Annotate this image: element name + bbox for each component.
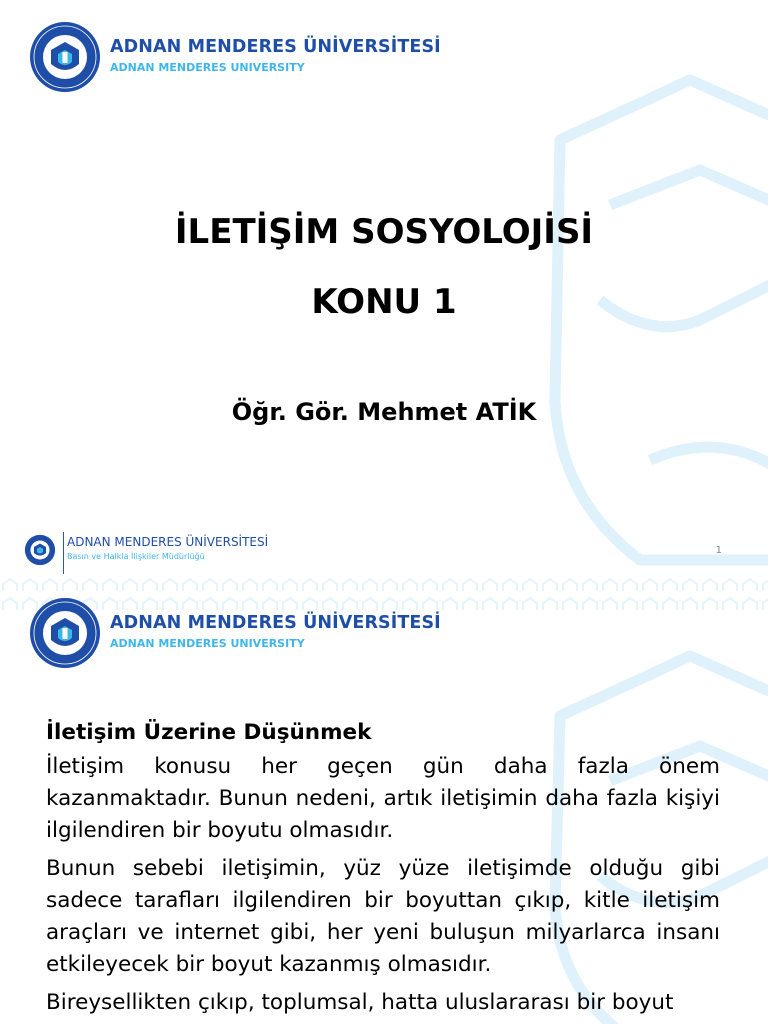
paragraph: Bunun sebebi iletişimin, yüz yüze iletişimde olduğu gibi sadece tarafları ilgilendiren bir boyuttan çıkıp, kitle iletişim araçları ve internet gibi, her yeni buluşun milyarlarca insanı etkileyecek bir boyut kazanmış olmasıdır.: [46, 856, 720, 977]
content-slide: [0, 576, 768, 1024]
footer-department-name: Basın ve Halkla İlişkiler Müdürlüğü: [67, 552, 205, 561]
footer-seal-logo: [24, 534, 56, 566]
section-heading: İletişim Üzerine Düşünmek: [46, 720, 372, 745]
university-seal-logo: [28, 20, 102, 94]
footer-divider: [63, 532, 64, 574]
university-seal-logo: [28, 596, 102, 670]
author-name: Öğr. Gör. Mehmet ATİK: [231, 398, 537, 426]
slide-page-number: 1: [715, 545, 722, 556]
slide-body: [46, 717, 720, 1024]
brand-name-tr: ADNAN MENDERES ÜNİVERSİTESİ: [110, 37, 441, 57]
brand-name-tr: ADNAN MENDERES ÜNİVERSİTESİ: [110, 613, 441, 633]
presentation-subtitle: KONU 1: [311, 282, 457, 322]
brand-name-en: ADNAN MENDERES UNIVERSITY: [110, 637, 305, 650]
brand-name-en: ADNAN MENDERES UNIVERSITY: [110, 61, 305, 74]
paragraph: Bireysellikten çıkıp, toplumsal, hatta uluslararası bir boyut: [46, 990, 674, 1015]
presentation-title: İLETİŞİM SOSYOLOJİSİ: [174, 212, 594, 252]
paragraph: İletişim konusu her geçen gün daha fazla önem kazanmaktadır. Bunun nedeni, artık iletişimin daha fazla kişiyi ilgilendiren bir boyutu olmasıdır.: [46, 754, 720, 843]
footer-university-name: ADNAN MENDERES ÜNİVERSİTESİ: [67, 535, 269, 549]
